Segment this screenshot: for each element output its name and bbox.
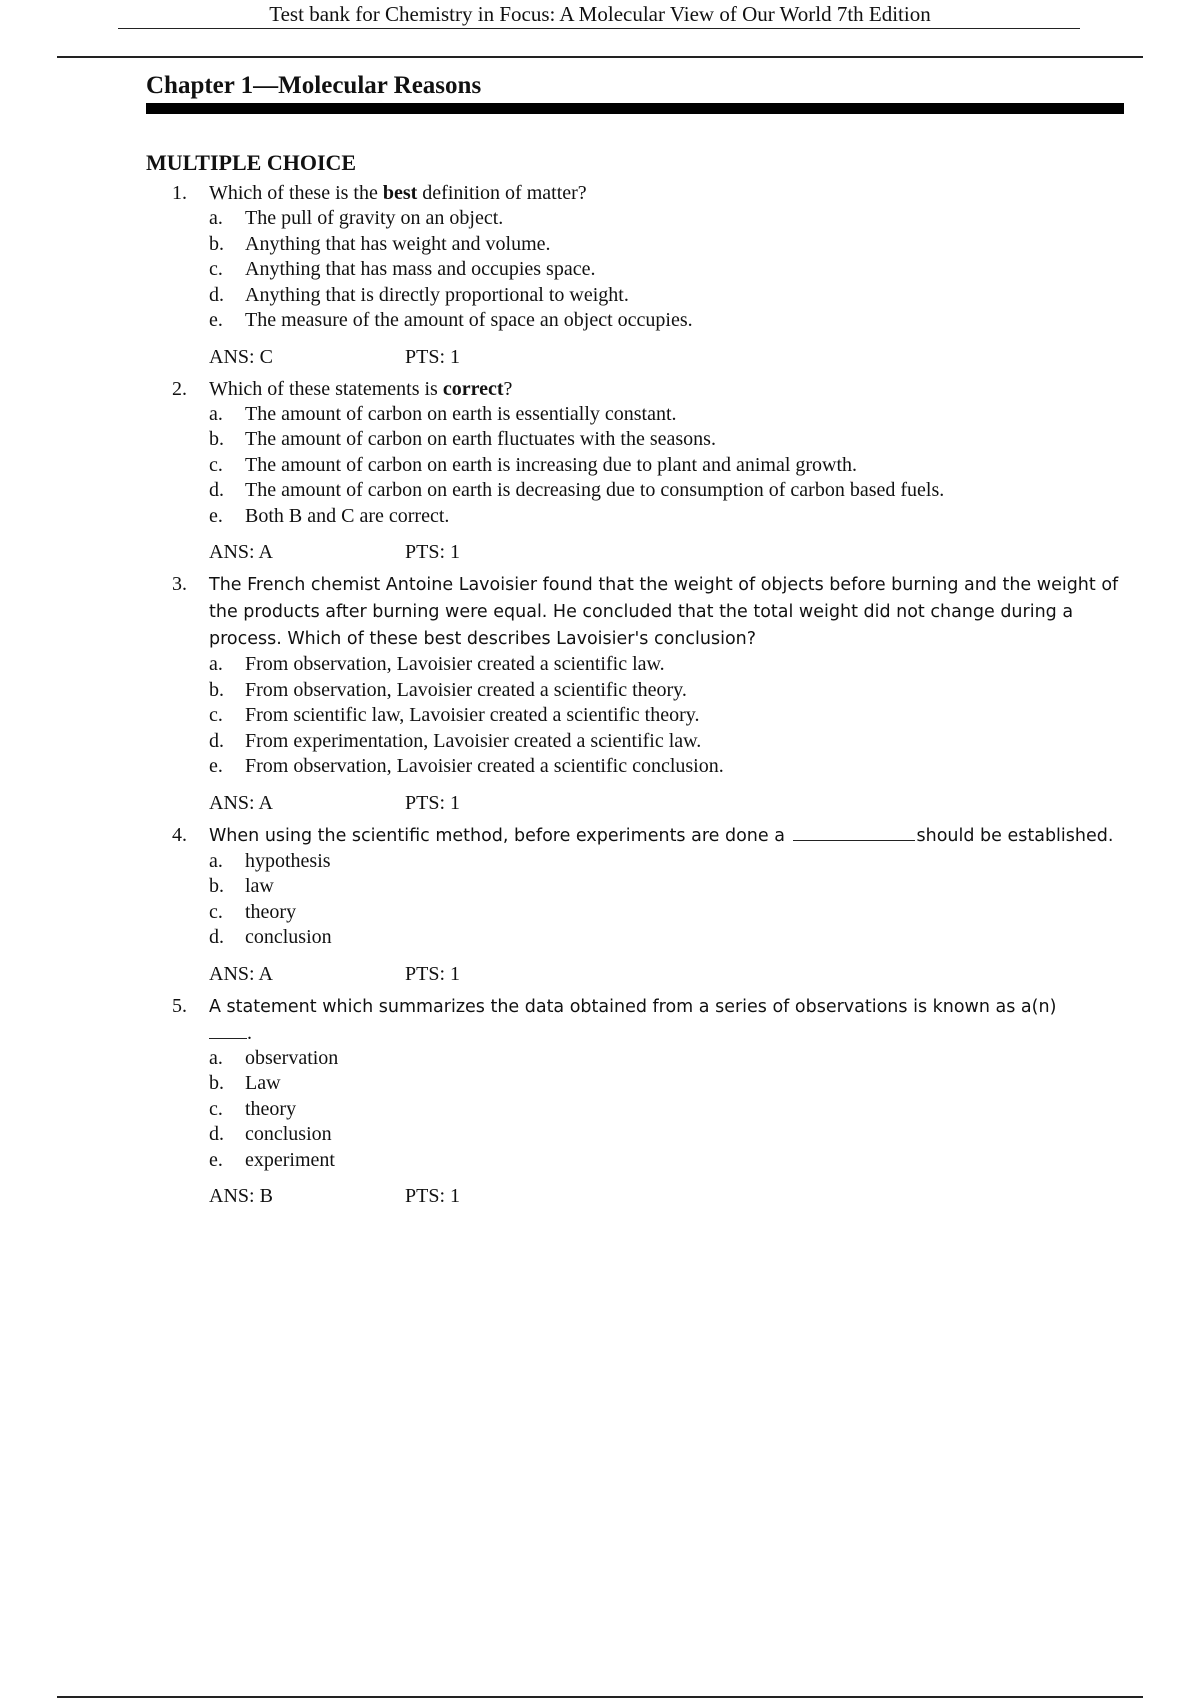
- choice-list: [0, 849, 1200, 951]
- choice-letter: c.: [209, 453, 223, 476]
- choice-text: observation: [245, 1046, 339, 1069]
- choice-text: The amount of carbon on earth is increasing due to plant and animal growth.: [245, 453, 858, 476]
- question-list: [0, 180, 1200, 1215]
- choice-text: conclusion: [245, 1123, 332, 1145]
- question-number: 4.: [172, 823, 187, 846]
- choice-item: [0, 900, 1200, 926]
- choice-letter: c.: [209, 1097, 223, 1120]
- question-2: [0, 376, 1200, 572]
- answer-key: ANS: C: [209, 345, 273, 368]
- question-3: [0, 571, 1200, 822]
- question-text: The French chemist Antoine Lavoisier found that the weight of objects before burning and the weight of the products after burning were equal. He concluded that the total weight did not change during a process. Which of these best describes Lavoisier's conclusion?: [209, 575, 1119, 649]
- chapter-title: Chapter 1—Molecular Reasons: [146, 72, 482, 99]
- answer-key: ANS: A: [209, 962, 273, 985]
- choice-letter: d.: [209, 1123, 224, 1145]
- choice-letter: e.: [209, 755, 223, 777]
- question-stem: [0, 180, 1200, 206]
- stem-part: Which of these is the: [209, 182, 383, 204]
- choice-letter: b.: [209, 678, 224, 701]
- choice-item: [0, 703, 1200, 729]
- answer-row: [0, 537, 1200, 571]
- answer-blank: [209, 1024, 247, 1039]
- choice-text: From observation, Lavoisier created a scientific theory.: [245, 678, 687, 701]
- choice-letter: b.: [209, 232, 224, 255]
- top-divider: [57, 56, 1143, 58]
- choice-item: [0, 849, 1200, 875]
- header-underline: [118, 28, 1080, 29]
- choice-letter: d.: [209, 479, 224, 501]
- choice-text: Anything that has mass and occupies space.: [245, 258, 596, 280]
- choice-text: The amount of carbon on earth fluctuates with the seasons.: [245, 428, 716, 450]
- chapter-title-bar: [146, 103, 1124, 114]
- choice-letter: c.: [209, 900, 223, 923]
- answer-row: [0, 788, 1200, 822]
- choice-item: [0, 729, 1200, 755]
- choice-letter: a.: [209, 653, 223, 675]
- choice-text: The pull of gravity on an object.: [245, 207, 504, 229]
- choice-item: [0, 257, 1200, 283]
- question-number: 3.: [172, 573, 187, 595]
- question-text: [209, 378, 512, 400]
- question-number: 2.: [172, 377, 187, 400]
- stem-part: Which of these statements is: [209, 377, 443, 400]
- choice-text: hypothesis: [245, 849, 331, 872]
- choice-letter: b.: [209, 1072, 224, 1094]
- stem-part: should be established.: [916, 825, 1114, 846]
- choice-item: [0, 1046, 1200, 1072]
- choice-list: [0, 206, 1200, 334]
- stem-part: ?: [503, 377, 513, 400]
- question-number: 1.: [172, 182, 187, 204]
- question-stem: [0, 993, 1200, 1046]
- choice-letter: c.: [209, 258, 223, 280]
- points-value: PTS: 1: [405, 541, 461, 563]
- question-text: A statement which summarizes the data obtained from a series of observations is known as a(n): [209, 996, 1057, 1017]
- choice-text: From observation, Lavoisier created a scientific conclusion.: [245, 755, 724, 777]
- choice-letter: a.: [209, 207, 223, 229]
- choice-item: [0, 652, 1200, 678]
- choice-letter: e.: [209, 504, 223, 527]
- answer-key: ANS: A: [209, 541, 273, 563]
- choice-letter: a.: [209, 402, 223, 425]
- stem-part: definition of matter?: [417, 182, 587, 204]
- stem-end: .: [247, 1021, 252, 1044]
- question-stem: [0, 376, 1200, 402]
- choice-item: [0, 504, 1200, 530]
- choice-letter: b.: [209, 428, 224, 450]
- answer-key: ANS: A: [209, 791, 273, 814]
- answer-row: [0, 1181, 1200, 1215]
- question-number: 5.: [172, 994, 187, 1017]
- choice-letter: c.: [209, 704, 223, 726]
- choice-item: [0, 678, 1200, 704]
- choice-item: [0, 1071, 1200, 1097]
- question-stem: [0, 571, 1200, 652]
- choice-text: theory: [245, 900, 297, 923]
- choice-text: From scientific law, Lavoisier created a scientific theory.: [245, 704, 700, 726]
- question-1: [0, 180, 1200, 376]
- choice-text: theory: [245, 1097, 297, 1120]
- stem-part: When using the scientific method, before experiments are done a: [209, 825, 791, 846]
- question-stem: [0, 822, 1200, 849]
- choice-item: [0, 1122, 1200, 1148]
- choice-letter: e.: [209, 309, 223, 331]
- choice-item: [0, 925, 1200, 951]
- choice-item: [0, 453, 1200, 479]
- stem-emphasis: best: [382, 182, 418, 204]
- choice-item: [0, 754, 1200, 780]
- points-value: PTS: 1: [405, 962, 461, 985]
- stem-emphasis: correct: [442, 377, 504, 400]
- question-text: [209, 826, 1113, 846]
- choice-item: [0, 427, 1200, 453]
- choice-item: [0, 1097, 1200, 1123]
- choice-item: [0, 478, 1200, 504]
- question-5: [0, 993, 1200, 1216]
- answer-key: ANS: B: [209, 1185, 273, 1207]
- choice-letter: d.: [209, 926, 224, 948]
- choice-text: Anything that is directly proportional to weight.: [245, 283, 629, 306]
- choice-item: [0, 206, 1200, 232]
- choice-text: Law: [245, 1072, 281, 1094]
- choice-text: The measure of the amount of space an object occupies.: [245, 309, 693, 331]
- choice-text: Both B and C are correct.: [245, 504, 450, 527]
- running-header: Test bank for Chemistry in Focus: A Molecular View of Our World 7th Edition: [269, 2, 931, 26]
- choice-list: [0, 1046, 1200, 1174]
- choice-list: [0, 402, 1200, 530]
- answer-blank: [793, 824, 915, 841]
- choice-text: From experimentation, Lavoisier created a scientific law.: [245, 729, 702, 752]
- question-text: [209, 182, 587, 204]
- answer-row: [0, 342, 1200, 376]
- choice-item: [0, 874, 1200, 900]
- choice-text: conclusion: [245, 926, 332, 948]
- choice-letter: b.: [209, 875, 224, 897]
- choice-text: experiment: [245, 1148, 335, 1171]
- choice-text: From observation, Lavoisier created a scientific law.: [245, 653, 665, 675]
- choice-text: Anything that has weight and volume.: [245, 232, 551, 255]
- points-value: PTS: 1: [405, 791, 461, 814]
- bottom-divider: [57, 1696, 1143, 1698]
- choice-item: [0, 232, 1200, 258]
- points-value: PTS: 1: [405, 345, 461, 368]
- choice-text: The amount of carbon on earth is decreasing due to consumption of carbon based fuels.: [245, 479, 945, 501]
- answer-row: [0, 959, 1200, 993]
- points-value: PTS: 1: [405, 1185, 461, 1207]
- choice-text: law: [245, 875, 274, 897]
- choice-item: [0, 402, 1200, 428]
- question-4: [0, 822, 1200, 993]
- choice-letter: d.: [209, 283, 224, 306]
- choice-letter: d.: [209, 729, 224, 752]
- choice-letter: e.: [209, 1148, 223, 1171]
- choice-letter: a.: [209, 849, 223, 872]
- choice-list: [0, 652, 1200, 780]
- stem-continuation: [209, 1020, 1122, 1046]
- choice-letter: a.: [209, 1046, 223, 1069]
- choice-item: [0, 283, 1200, 309]
- choice-item: [0, 1148, 1200, 1174]
- section-title: MULTIPLE CHOICE: [146, 150, 357, 175]
- choice-item: [0, 308, 1200, 334]
- choice-text: The amount of carbon on earth is essentially constant.: [245, 402, 677, 425]
